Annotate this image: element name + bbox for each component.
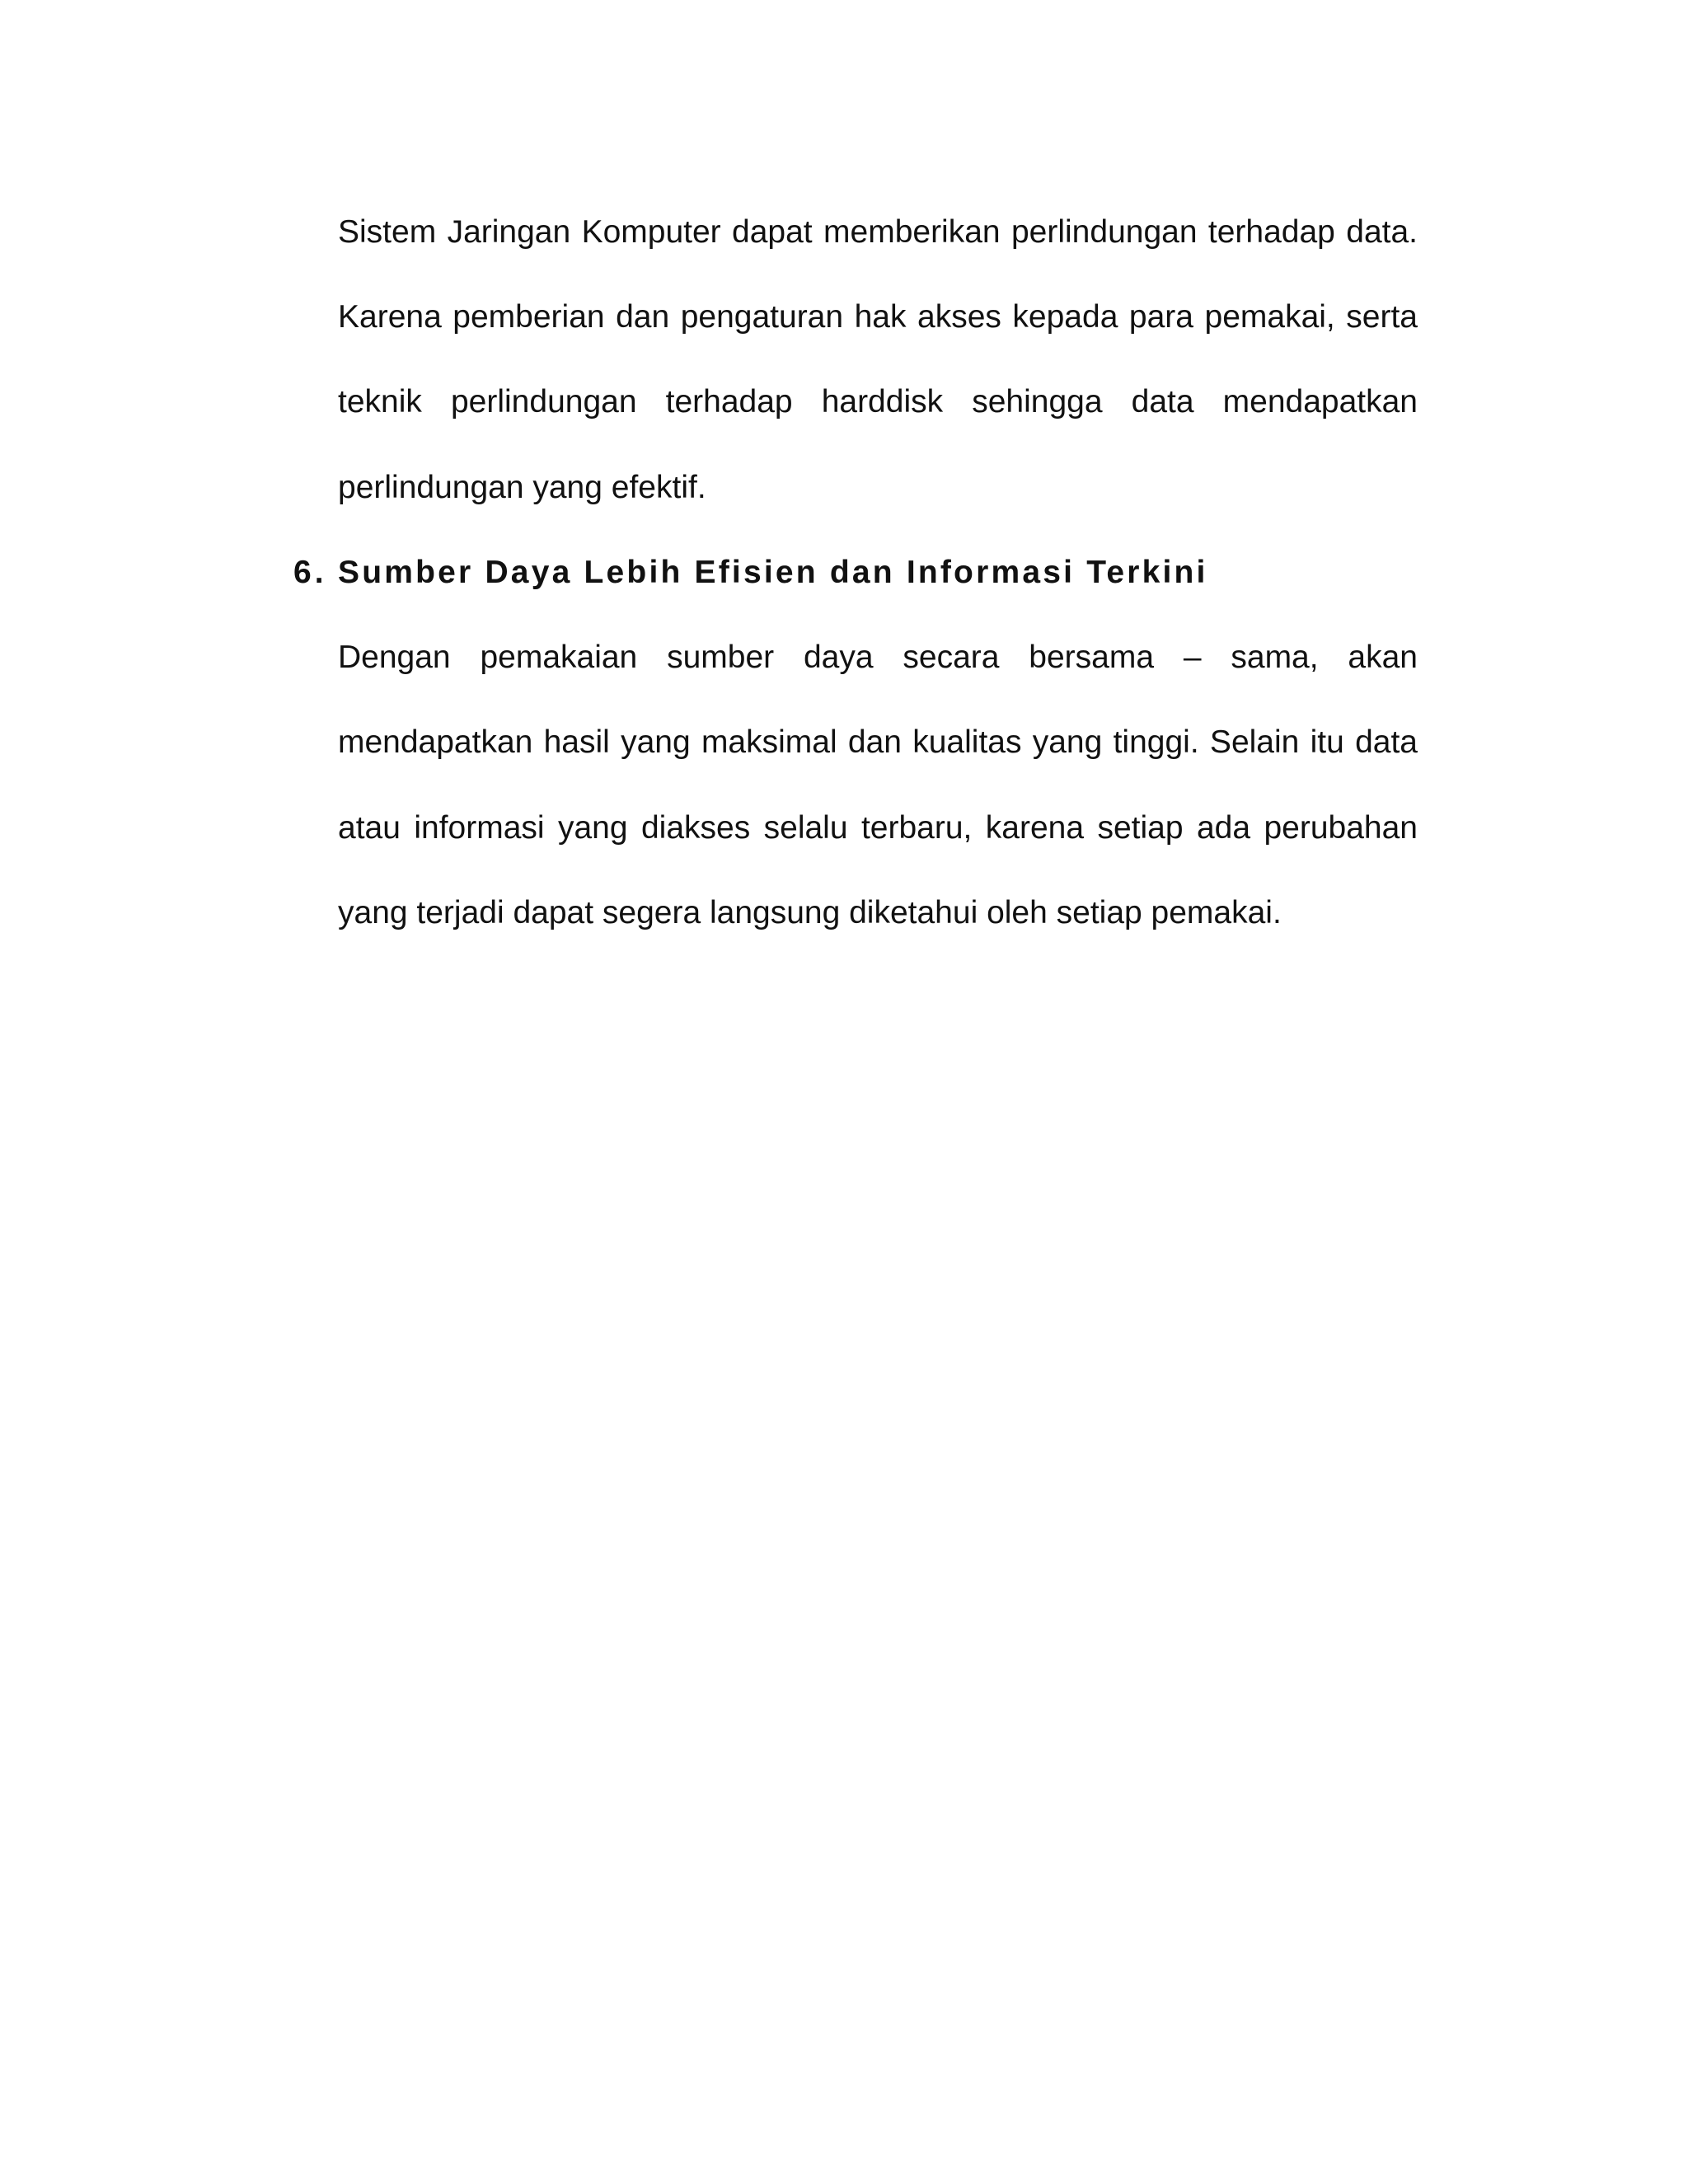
paragraph-line: perlindungan yang efektif. xyxy=(338,470,706,505)
paragraph-line: yang terjadi dapat segera langsung diketahui oleh setiap pemakai. xyxy=(338,895,1282,930)
section-number: 6. xyxy=(293,555,327,590)
section-title: Sumber Daya Lebih Efisien dan Informasi Terkini xyxy=(338,555,1208,590)
paragraph-line: atau informasi yang diakses selalu terbaru, karena setiap ada perubahan xyxy=(338,810,1418,846)
paragraph-line: Sistem Jaringan Komputer dapat memberikan perlindungan terhadap data. xyxy=(338,214,1418,250)
paragraph-line: Dengan pemakaian sumber daya secara bersama – sama, akan xyxy=(338,640,1418,675)
paragraph-line: mendapatkan hasil yang maksimal dan kualitas yang tinggi. Selain itu data xyxy=(338,724,1418,760)
paragraph-line: Karena pemberian dan pengaturan hak akses kepada para pemakai, serta xyxy=(338,299,1418,335)
paragraph-line: teknik perlindungan terhadap harddisk sehingga data mendapatkan xyxy=(338,384,1418,419)
